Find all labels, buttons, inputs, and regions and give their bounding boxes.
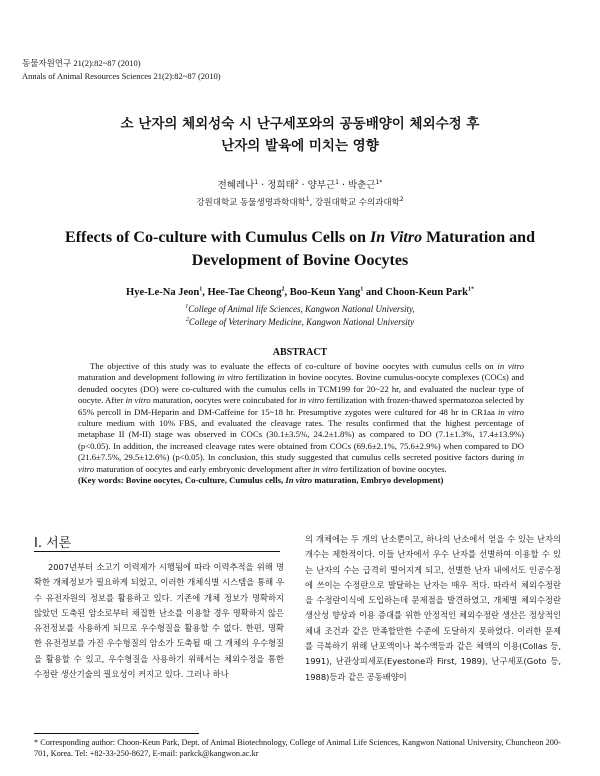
abstract-italic: in vitro xyxy=(312,463,338,474)
title-text: Maturation and xyxy=(422,229,535,246)
keywords-text: (Key words: Bovine oocytes, Co-culture, Cumulus cells, xyxy=(78,475,286,486)
author-name: 박춘근 xyxy=(348,180,376,191)
section-heading: I. 서론 xyxy=(34,536,72,551)
journal-citation-en: Annals of Animal Resources Sciences 21(2):82~87 (2010) xyxy=(22,71,221,81)
affiliation-mark: 1 xyxy=(185,304,189,310)
author-name: Hye-Le-Na Jeon xyxy=(126,287,200,298)
keywords xyxy=(78,475,443,485)
author-mark: 2 xyxy=(281,286,285,293)
korean-title xyxy=(0,113,600,157)
journal-header xyxy=(22,57,221,83)
author-mark: 1* xyxy=(467,286,474,293)
abstract-text: fertilization of bovine oocytes. xyxy=(337,463,447,474)
affiliation: College of Animal life Sciences, Kangwon National University, xyxy=(188,304,415,314)
affiliation-line1 xyxy=(0,303,600,316)
korean-authors xyxy=(0,177,600,191)
title-text: Effects of Co-culture with Cumulus Cells on xyxy=(65,229,371,246)
separator: · xyxy=(338,180,349,191)
abstract-italic: in vitro xyxy=(299,395,325,406)
separator: , xyxy=(309,198,316,208)
footnote-divider xyxy=(34,733,199,734)
english-title-line1 xyxy=(0,226,600,249)
author-name: 전혜레나 xyxy=(217,180,255,191)
affiliation-mark: 2 xyxy=(399,196,404,204)
abstract-text: maturation of oocytes and early embryonic development after xyxy=(94,463,313,474)
abstract-text: The objective of this study was to evaluate the effects of co-culture of bovine oocytes with cumulus cells on xyxy=(90,361,498,371)
korean-title-line1: 소 난자의 체외성숙 시 난구세포와의 공동배양이 체외수정 후 xyxy=(120,116,480,132)
author-name: and Choon-Keun Park xyxy=(365,287,468,298)
affiliation-line2 xyxy=(0,316,600,329)
journal-citation-ko: 동물자원연구 21(2):82~87 (2010) xyxy=(22,58,141,68)
affiliation: 강원대학교 수의과대학 xyxy=(315,198,400,208)
author-mark: 1* xyxy=(375,178,383,186)
author-name: Boo-Keun Yang xyxy=(289,287,361,298)
abstract-text: fertilization with frozen-thawed spermatozoa selected by 65% percoll in DM-Heparin and DM-Caffeine for 15~18 hr. Presumptive zygotes were cultured for 48 hr in CR1aa xyxy=(78,395,525,417)
abstract-text: maturation, oocytes were coincubated for xyxy=(150,395,300,406)
abstract-body xyxy=(78,361,524,486)
affiliation-mark: 1 xyxy=(305,196,310,204)
author-name: 정희태 xyxy=(267,180,295,191)
english-affiliations xyxy=(0,303,600,328)
body-column-left xyxy=(34,560,284,682)
english-title xyxy=(0,226,600,272)
korean-affiliations xyxy=(0,196,600,208)
english-authors: Hye-Le-Na Jeon$^1$, Hee-Tae Cheong$^2$, Boo-Keun Yang$^1$ and Choon-Keun Park$^{1*}$ xyxy=(126,286,474,298)
author-mark: 1 xyxy=(199,286,203,293)
abstract-italic: in vitro xyxy=(217,372,244,383)
separator: · xyxy=(258,180,268,191)
body-column-right: 의 개체에는 두 개의 난소뿐이고, 하나의 난소에서 얻을 수 있는 난자의 개수는 제한적이다. 이들 난자에서 우수 난자를 선별하여 이용할 수 있는 난자의 수는 급격히 떨어지게 되고, 선별한 난자 내에서도 인공수정에 쓰이는 수정란으로 발달하는 난자는 매우 적다. 따라서 체외수정란을 수정란이식에 도입하는데 문제점을 발견하였고, 개체별 체외수정란 생산성 향상과 이용 증대를 위한 안정적인 체외수정란 생산은 정상적인 체내 조건과 같은 만족할만한 수준에 도달하지 못하였다. 이러한 문제를 극복하기 위해 난포액이나 복수액등과 같은 체액의 이용(Collas 등, 1991), 난관상피세포(Eyestone과 First, 1989), 난구세포(Goto 등, 1988)등과 같은 공동배양이 xyxy=(305,534,561,682)
corresponding-author-footnote: * Corresponding author: Choon-Keun Park, Dept. of Animal Biotechnology, College of Animal Life Sciences, Kangwon National University, Chuncheon 200-701, Korea. Tel: +82-33-250-8627, E-mail: parkck@kangwon.ac.kr xyxy=(34,738,561,758)
abstract-italic: in vitro xyxy=(78,452,524,474)
abstract-text: maturation and development following xyxy=(78,372,218,383)
affiliation: 강원대학교 동물생명과학대학 xyxy=(196,198,306,208)
affiliation-mark: 2 xyxy=(185,316,189,323)
author-name: 양부근 xyxy=(307,180,336,191)
english-title-line2: Development of Bovine Oocytes xyxy=(191,252,409,269)
korean-title-line2: 난자의 발육에 미치는 영향 xyxy=(221,138,379,154)
author-mark: 1 xyxy=(254,178,259,186)
abstract-text: fertilization in bovine oocytes. Bovine cumulus-oocyte complexes (COCs) and denuded oocytes (DO) were co-cultured with the cumulus cells in TCM199 for 20~22 hr, and evaluated the nuclear type of oocyte. After xyxy=(78,372,524,406)
author-name: Hee-Tae Cheong xyxy=(207,287,282,298)
body-text: 2007년부터 소고기 이력제가 시행됨에 따라 이력추적을 위해 명확한 개체정보가 필요하게 되었고, 이러한 개체식별 시스템을 통해 우수 유전자원의 정보를 활용하고 있다. 기존에 개체 정보가 명확하지 않았던 도축된 암소로부터 채집한 난소를 이용할 경우 명확하지 않은 유전정보를 사용하게 되므로 우수형질을 활용할 수 없다. 한편, 명확한 유전정보를 가진 우수형질의 암소가 도축될 때 그 개체의 우수형질을 활용할 수 있고, 우수형질을 사용하기 위해서는 체외수정을 통한 수정란 생산기술의 필요성이 커지고 있다. 그러나 하나 xyxy=(34,562,284,680)
abstract-text: culture medium with 10% FBS, and evaluated the cleavage rates. The results confirmed that the highest percentage of metaphase II (M-II) stage was observed in COCs (30.1±3.5%, 24.2±1.8%) as compared to DO (7.1±1.3%, 17.4±13.9%) (p<0.05). In addition, the increased cleavage rates were obtained from COCs (69.6±2.1%, 75.6±2.9%) when compared to DO (21.6±7.5%, 29.5±12.6%) (p<0.05). In conclusion, this study suggested that cumulus cells secreted positive factors during xyxy=(78,418,524,463)
keywords-text: maturation, Embryo development) xyxy=(312,475,444,486)
title-italic: In Vitro xyxy=(370,229,423,246)
abstract-italic: in vitro xyxy=(125,395,151,406)
separator: · xyxy=(298,180,308,191)
section-divider xyxy=(34,551,280,552)
affiliation: College of Veterinary Medicine, Kangwon National University xyxy=(188,316,415,327)
author-mark: 2 xyxy=(294,178,299,186)
abstract-italic: in vitro xyxy=(497,361,524,371)
keywords-italic: In vitro xyxy=(285,475,313,486)
author-mark: 1 xyxy=(360,286,364,293)
abstract-heading: ABSTRACT xyxy=(272,347,328,358)
author-mark: 1 xyxy=(335,178,339,186)
abstract-italic: in vitro xyxy=(498,406,524,417)
